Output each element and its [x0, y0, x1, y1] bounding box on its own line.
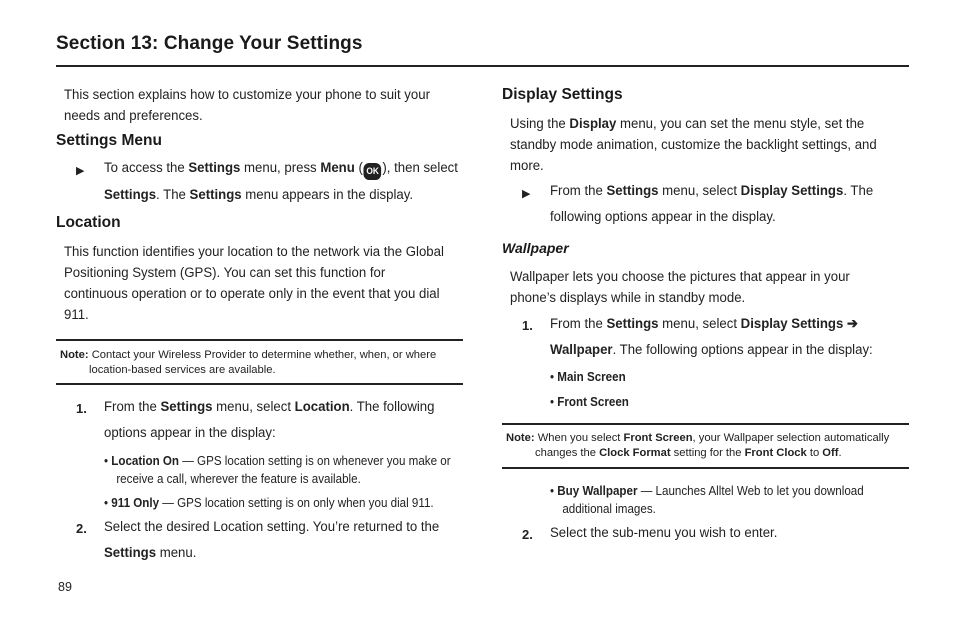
intro-text: This section explains how to customize your phone to suit your needs and preferences. — [64, 87, 430, 124]
wallpaper-note: Note: When you select Front Screen, your Wallpaper selection automatically changes the Clock Format setting for the Front Clock to Off. — [506, 432, 890, 459]
location-step-2: Select the desired Location setting. You’re returned to the Settings menu. — [104, 519, 440, 561]
option-location-on: • Location On — GPS location setting is on whenever you make or receive a call, wherever the feature is available. — [104, 453, 451, 486]
heading-settings-menu: Settings Menu — [56, 132, 162, 149]
step-number: 1. — [522, 318, 533, 333]
heading-display-settings: Display Settings — [502, 86, 623, 103]
option-front-screen: • Front Screen — [550, 394, 629, 409]
step-number: 2. — [76, 521, 87, 536]
display-body: Using the Display menu, you can set the menu style, set the standby mode animation, customize the backlight settings, and more. — [510, 116, 877, 174]
location-note: Note: Contact your Wireless Provider to determine whether, when, or where location-based services are available. — [60, 349, 437, 376]
note-rule-bottom — [56, 383, 463, 385]
wallpaper-body: Wallpaper lets you choose the pictures that appear in your phone’s displays while in standby mode. — [510, 269, 850, 306]
triangle-bullet-icon: ▶ — [76, 165, 85, 177]
header-rule — [56, 65, 909, 67]
note-rule-top — [56, 339, 463, 341]
location-body: This function identifies your location to the network via the Global Positioning System (GPS). You can set this function for continuous operation or to operate only in the event that you dial 911. — [64, 244, 444, 323]
note-rule-bottom — [502, 467, 909, 469]
page-title: Section 13: Change Your Settings — [56, 33, 363, 54]
heading-location: Location — [56, 214, 121, 231]
option-911-only: • 911 Only — GPS location setting is on only when you dial 911. — [104, 495, 434, 510]
option-buy-wallpaper: • Buy Wallpaper — Launches Alltel Web to let you download additional images. — [550, 483, 864, 516]
step-number: 2. — [522, 527, 533, 542]
page-number: 89 — [58, 580, 72, 594]
heading-wallpaper: Wallpaper — [502, 240, 569, 256]
note-rule-top — [502, 423, 909, 425]
location-step-1: From the Settings menu, select Location. The following options appear in the display: — [104, 399, 435, 441]
wallpaper-step-2: Select the sub-menu you wish to enter. — [550, 525, 778, 541]
display-step: From the Settings menu, select Display Settings. The following options appear in the display. — [550, 183, 874, 225]
option-main-screen: • Main Screen — [550, 369, 626, 384]
triangle-bullet-icon: ▶ — [522, 188, 531, 200]
step-number: 1. — [76, 401, 87, 416]
wallpaper-step-1: From the Settings menu, select Display Settings ➔ Wallpaper. The following options appear in the display: — [550, 316, 873, 358]
ok-key-icon: OK — [364, 163, 382, 180]
settings-menu-step: To access the Settings menu, press Menu ( OK ), then select Settings. The Settings menu appears in the display. — [104, 160, 458, 203]
